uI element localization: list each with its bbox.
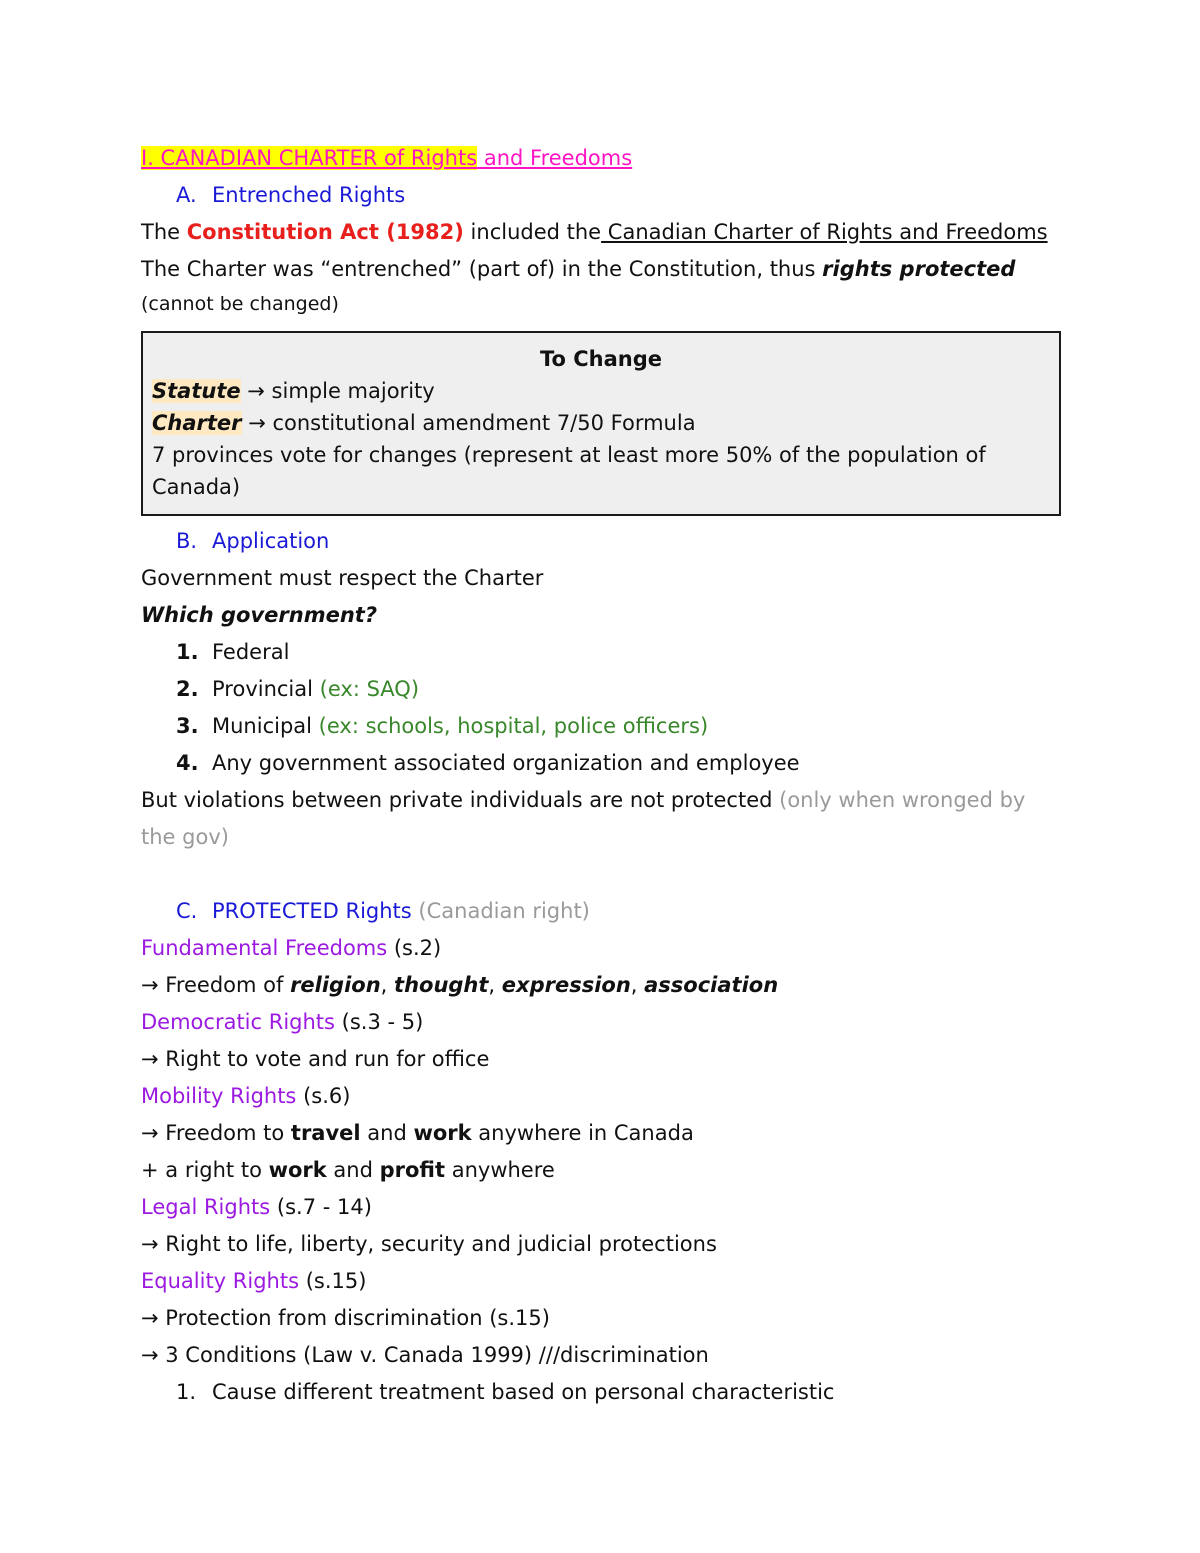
document-page (141, 138, 1061, 323)
list-text: Federal (212, 640, 290, 664)
freedom-pre: → Freedom of (141, 973, 291, 997)
document-heading (141, 140, 1061, 177)
list-text: Provincial (212, 677, 320, 701)
constitution-pre: The (141, 220, 187, 244)
constitution-mid: included the (463, 220, 602, 244)
list-text: Municipal (212, 714, 319, 738)
which-gov-line (141, 597, 1061, 634)
mobility-ref: (s.6) (296, 1084, 351, 1108)
section-b-marker: B. (176, 529, 198, 553)
spacer (141, 856, 1061, 893)
travel-line (141, 1115, 1061, 1152)
sep: , (488, 973, 502, 997)
charter-text: → constitutional amendment 7/50 Formula (241, 411, 696, 435)
t-c: and (360, 1121, 414, 1145)
list-note: (ex: schools, hospital, police officers) (318, 714, 709, 738)
gov-list-item (141, 745, 1061, 782)
equality-rights (141, 1263, 1061, 1300)
to-change-box (141, 331, 1061, 516)
section-c-note: (Canadian right) (411, 899, 590, 923)
violations-text: But violations between private individuals are not protected (141, 788, 780, 812)
democratic-ref: (s.3 - 5) (334, 1010, 424, 1034)
section-a-marker: A. (176, 183, 197, 207)
heading-roman: I. (141, 146, 161, 170)
gov-must-line: Government must respect the Charter (141, 566, 544, 590)
p-profit: profit (379, 1158, 446, 1182)
which-gov-text: Which government? (141, 603, 378, 627)
box-line-4: 7 provinces vote for changes (represent at least more 50% of the population of (152, 443, 986, 467)
gov-list-item (141, 671, 1061, 708)
box-charter-line (152, 407, 1050, 439)
fundamental-label: Fundamental Freedoms (141, 936, 388, 960)
legal-label: Legal Rights (141, 1195, 271, 1219)
list-note: (ex: SAQ) (319, 677, 420, 701)
p-a: + a right to (141, 1158, 269, 1182)
life-line: → Right to life, liberty, security and judicial protections (141, 1232, 717, 1256)
condition-item (141, 1374, 1061, 1411)
section-c-title: PROTECTED Rights (212, 899, 412, 923)
word-thought: thought (394, 973, 489, 997)
t-e: anywhere in Canada (471, 1121, 694, 1145)
heading-part1: CANADIAN CHARTER of Rights (160, 146, 478, 170)
list-text: Any government associated organization and employee (212, 751, 800, 775)
word-association: association (644, 973, 779, 997)
violations-note-cont: the gov) (141, 825, 229, 849)
section-a-title: Entrenched Rights (212, 183, 406, 207)
list-number: 1. (176, 1380, 197, 1404)
violations-line (141, 782, 1061, 819)
fundamental-ref: (s.2) (387, 936, 442, 960)
statute-label: Statute (152, 379, 241, 403)
gov-list-item (141, 634, 1061, 671)
p-c: and (326, 1158, 380, 1182)
t-travel: travel (290, 1121, 361, 1145)
p-work: work (268, 1158, 327, 1182)
list-number: 1. (176, 640, 199, 664)
box-statute-line (152, 375, 1050, 407)
democratic-label: Democratic Rights (141, 1010, 335, 1034)
vote-line: → Right to vote and run for office (141, 1047, 490, 1071)
constitution-line (141, 214, 1061, 251)
rights-protected: rights protected (822, 257, 1016, 281)
mobility-label: Mobility Rights (141, 1084, 297, 1108)
sep: , (380, 973, 395, 997)
box-line-5: Canada) (152, 475, 241, 499)
section-c-marker: C. (176, 899, 198, 923)
list-number: 4. (176, 751, 199, 775)
box-title: To Change (539, 347, 663, 371)
statute-text: → simple majority (240, 379, 435, 403)
legal-ref: (s.7 - 14) (270, 1195, 372, 1219)
sep: , (630, 973, 645, 997)
equality-ref: (s.15) (299, 1269, 367, 1293)
list-number: 3. (176, 714, 199, 738)
document-page-lower (141, 523, 1061, 1411)
legal-rights (141, 1189, 1061, 1226)
t-work: work (413, 1121, 472, 1145)
p-e: anywhere (445, 1158, 555, 1182)
gov-list-item (141, 708, 1061, 745)
democratic-rights (141, 1004, 1061, 1041)
list-text: Cause different treatment based on personal characteristic (212, 1380, 835, 1404)
profit-line (141, 1152, 1061, 1189)
charter-name: Canadian Charter of Rights and Freedoms (601, 220, 1048, 244)
freedom-of-line (141, 967, 1061, 1004)
word-expression: expression (501, 973, 631, 997)
charter-label: Charter (152, 411, 242, 435)
entrenched-line (141, 251, 1061, 288)
conditions-line: → 3 Conditions (Law v. Canada 1999) ///discrimination (141, 1343, 709, 1367)
section-b-title: Application (212, 529, 330, 553)
list-number: 2. (176, 677, 199, 701)
section-a-heading (141, 177, 1061, 214)
equality-label: Equality Rights (141, 1269, 300, 1293)
constitution-act: Constitution Act (1982) (186, 220, 464, 244)
fundamental-freedoms (141, 930, 1061, 967)
section-b-heading (141, 523, 1061, 560)
word-religion: religion (290, 973, 381, 997)
violations-note: (only when wronged by (779, 788, 1026, 812)
cannot-change-line: (cannot be changed) (141, 293, 339, 315)
t-a: → Freedom to (141, 1121, 291, 1145)
mobility-rights (141, 1078, 1061, 1115)
heading-part2: and Freedoms (477, 146, 633, 170)
section-c-heading (141, 893, 1061, 930)
entrenched-text: The Charter was “entrenched” (part of) in the Constitution, thus (141, 257, 823, 281)
discrim-line: → Protection from discrimination (s.15) (141, 1306, 550, 1330)
